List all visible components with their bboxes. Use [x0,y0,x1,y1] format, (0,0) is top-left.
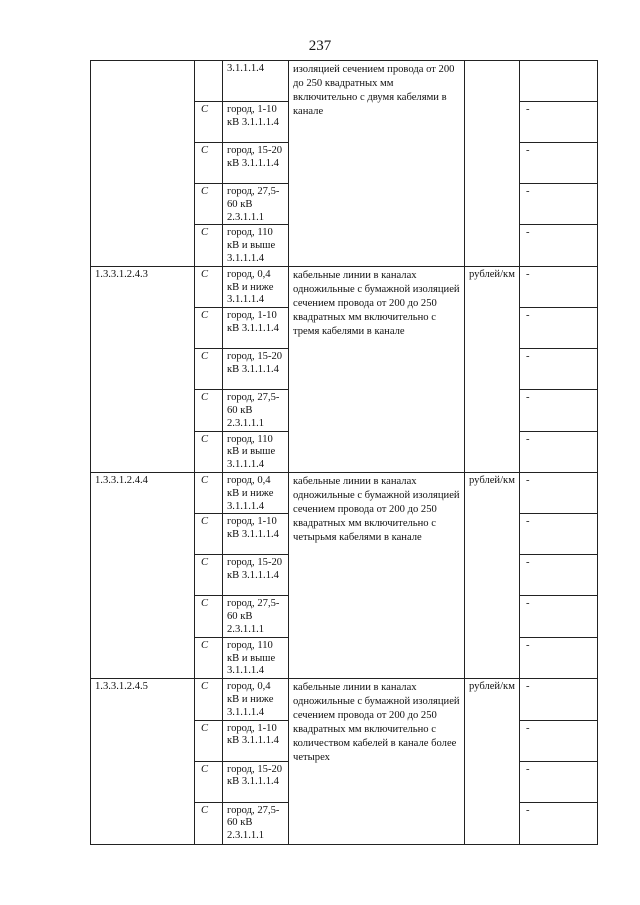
voltage-class-cell: город, 1-10 кВ 3.1.1.1.4 [223,102,289,143]
value-text: - [526,104,530,115]
flag-cell: С [195,637,223,678]
value-text: - [526,639,530,651]
table-row [91,472,598,513]
voltage-class-cell: город, 1-10 кВ 3.1.1.1.4 [223,308,289,349]
value-text: - [526,557,530,569]
value-cell [520,679,598,720]
voltage-class-cell: город, 27,5-60 кВ 2.3.1.1.1 [223,802,289,844]
voltage-class-cell: город, 0,4 кВ и ниже 3.1.1.1.4 [223,266,289,307]
value-cell [520,225,598,266]
value-cell [520,61,598,102]
description-cell: кабельные линии в каналах одножильные с бумажной изоляцией сечением провода от 200 до 250 квадратных мм включительно с тремя кабелями в канале [289,266,465,472]
value-cell [520,143,598,184]
flag-cell: С [195,225,223,266]
value-cell [520,720,598,761]
page-number: 237 [308,38,332,54]
flag-cell: С [195,390,223,431]
unit-cell: рублей/км [465,679,520,844]
voltage-class-cell: город, 15-20 кВ 3.1.1.1.4 [223,143,289,184]
item-code-cell [91,61,195,267]
value-cell [520,349,598,390]
flag-cell: С [195,184,223,225]
value-cell [520,390,598,431]
value-cell [520,308,598,349]
value-text: - [526,186,530,197]
unit-cell: рублей/км [465,472,520,678]
voltage-class-cell: город, 0,4 кВ и ниже 3.1.1.1.4 [223,679,289,720]
value-cell [520,431,598,472]
value-text: - [526,598,530,610]
value-text: - [526,804,530,816]
description-cell: кабельные линии в каналах одножильные с бумажной изоляцией сечением провода от 200 до 250 квадратных мм включительно с четырьмя кабелями в канале [289,472,465,678]
flag-cell: С [195,679,223,720]
value-text: - [526,433,530,445]
flag-cell: С [195,143,223,184]
voltage-class-cell: город, 15-20 кВ 3.1.1.1.4 [223,349,289,390]
value-text: - [526,763,530,775]
voltage-class-cell: город, 1-10 кВ 3.1.1.1.4 [223,720,289,761]
voltage-class-cell: город, 110 кВ и выше 3.1.1.1.4 [223,225,289,266]
voltage-class-cell: 3.1.1.1.4 [223,61,289,102]
flag-cell: С [195,802,223,844]
table-row [91,61,598,102]
voltage-class-cell: город, 27,5-60 кВ 2.3.1.1.1 [223,390,289,431]
voltage-class-cell: город, 1-10 кВ 3.1.1.1.4 [223,514,289,555]
flag-cell: С [195,514,223,555]
voltage-class-cell: город, 0,4 кВ и ниже 3.1.1.1.4 [223,472,289,513]
value-text: - [526,681,530,693]
value-text: - [526,351,530,363]
description-cell: кабельные линии в каналах одножильные с бумажной изоляцией сечением провода от 200 до 250 квадратных мм включительно с количеством кабелей в канале более четырех [289,679,465,844]
voltage-class-cell: город, 27,5-60 кВ 2.3.1.1.1 [223,184,289,225]
flag-cell: С [195,266,223,307]
flag-cell: С [195,308,223,349]
value-text: - [526,145,530,156]
description-cell: изоляцией сечением провода от 200 до 250 квадратных мм включительно с двумя кабелями в канале [289,61,465,267]
value-cell [520,266,598,307]
value-cell [520,514,598,555]
voltage-class-cell: город, 15-20 кВ 3.1.1.1.4 [223,761,289,802]
flag-cell: С [195,720,223,761]
value-cell [520,637,598,678]
value-text: - [526,392,530,404]
value-cell [520,184,598,225]
item-code-cell: 1.3.3.1.2.4.4 [91,472,195,678]
value-text: - [526,227,530,239]
value-cell [520,596,598,637]
flag-cell: С [195,349,223,390]
value-cell [520,472,598,513]
flag-cell: С [195,761,223,802]
value-text: - [526,516,530,528]
flag-cell: С [195,102,223,143]
item-code-cell: 1.3.3.1.2.4.5 [91,679,195,844]
value-text: - [526,722,530,734]
flag-cell: С [195,596,223,637]
unit-cell: рублей/км [465,266,520,472]
item-code-cell: 1.3.3.1.2.4.3 [91,266,195,472]
value-cell [520,555,598,596]
flag-cell: С [195,431,223,472]
value-text: - [526,268,530,280]
voltage-class-cell: город, 110 кВ и выше 3.1.1.1.4 [223,637,289,678]
table-row [91,266,598,307]
value-cell [520,102,598,143]
unit-cell [465,61,520,267]
voltage-class-cell: город, 27,5-60 кВ 2.3.1.1.1 [223,596,289,637]
voltage-class-cell: город, 15-20 кВ 3.1.1.1.4 [223,555,289,596]
flag-cell [195,61,223,102]
value-cell [520,802,598,844]
tariff-table [90,60,598,845]
value-text: - [526,474,530,486]
table-row [91,679,598,720]
value-text: - [526,310,530,322]
flag-cell: С [195,472,223,513]
voltage-class-cell: город, 110 кВ и выше 3.1.1.1.4 [223,431,289,472]
value-cell [520,761,598,802]
flag-cell: С [195,555,223,596]
